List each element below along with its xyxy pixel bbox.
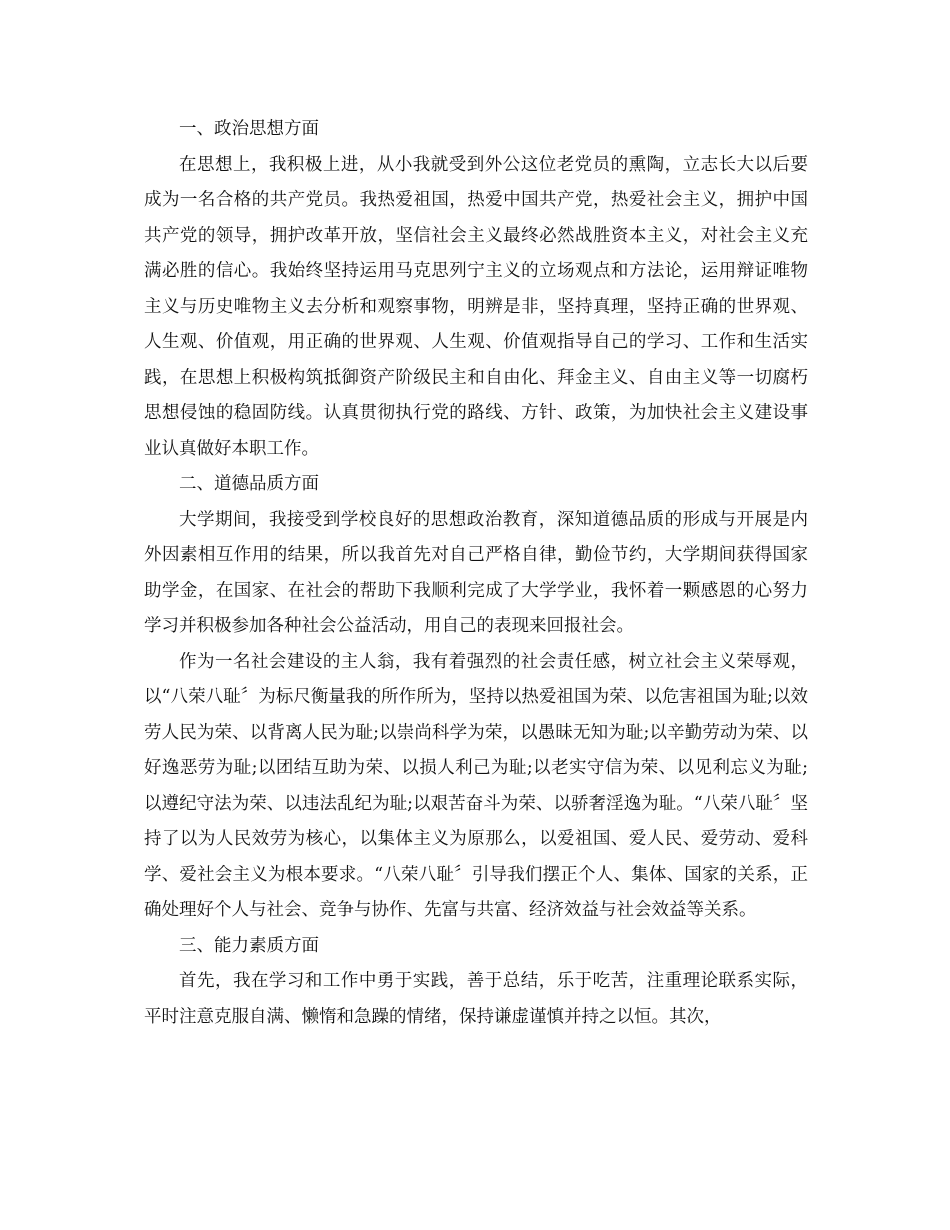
paragraph-politics: 在思想上，我积极上进，从小我就受到外公这位老党员的熏陶，立志长大以后要成为一名合格的共产党员。我热爱祖国，热爱中国共产党，热爱社会主义，拥护中国共产党的领导，拥护改革开放，坚信社会主义最终必然战胜资本主义，对社会主义充满必胜的信心。我始终坚持运用马克思列宁主义的立场观点和方法论，运用辩证唯物主义与历史唯物主义去分析和观察事物，明辨是非，坚持真理，坚持正确的世界观、人生观、价值观，用正确的世界观、人生观、价值观指导自己的学习、工作和生活实践，在思想上积极构筑抵御资产阶级民主和自由化、拜金主义、自由主义等一切腐朽思想侵蚀的稳固防线。认真贯彻执行党的路线、方针、政策，为加快社会主义建设事业认真做好本职工作。 (144, 154, 808, 459)
paragraph-morality-2: 作为一名社会建设的主人翁，我有着强烈的社会责任感，树立社会主义荣辱观，以“八荣八耻〞为标尺衡量我的所作所为，坚持以热爱祖国为荣、以危害祖国为耻;以效劳人民为荣、以背离人民为耻;以崇尚科学为荣，以愚昧无知为耻;以辛勤劳动为荣、以好逸恶劳为耻;以团结互助为荣、以损人利己为耻;以老实守信为荣、以见利忘义为耻;以遵纪守法为荣、以违法乱纪为耻;以艰苦奋斗为荣、以骄奢淫逸为耻。“八荣八耻〞坚持了以为人民效劳为核心，以集体主义为原那么，以爱祖国、爱人民、爱劳动、爱科学、爱社会主义为根本要求。“八荣八耻〞引导我们摆正个人、集体、国家的关系，正确处理好个人与社会、竞争与协作、先富与共富、经济效益与社会效益等关系。 (144, 651, 808, 920)
paragraph-ability: 首先，我在学习和工作中勇于实践，善于总结，乐于吃苦，注重理论联系实际，平时注意克服自满、懒惰和急躁的情绪，保持谦虚谨慎并持之以恒。其次， (144, 971, 808, 1027)
paragraph-morality-1: 大学期间，我接受到学校良好的思想政治教育，深知道德品质的形成与开展是内外因素相互作用的结果，所以我首先对自己严格自律，勤俭节约，大学期间获得国家助学金，在国家、在社会的帮助下我顺利完成了大学学业，我怀着一颗感恩的心努力学习并积极参加各种社会公益活动，用自己的表现来回报社会。 (144, 509, 808, 636)
document-body (144, 112, 808, 1035)
section-heading-politics: 一、政治思想方面 (179, 119, 319, 139)
section-heading-ability: 三、能力素质方面 (179, 935, 319, 956)
section-heading-morality: 二、道德品质方面 (179, 474, 319, 494)
